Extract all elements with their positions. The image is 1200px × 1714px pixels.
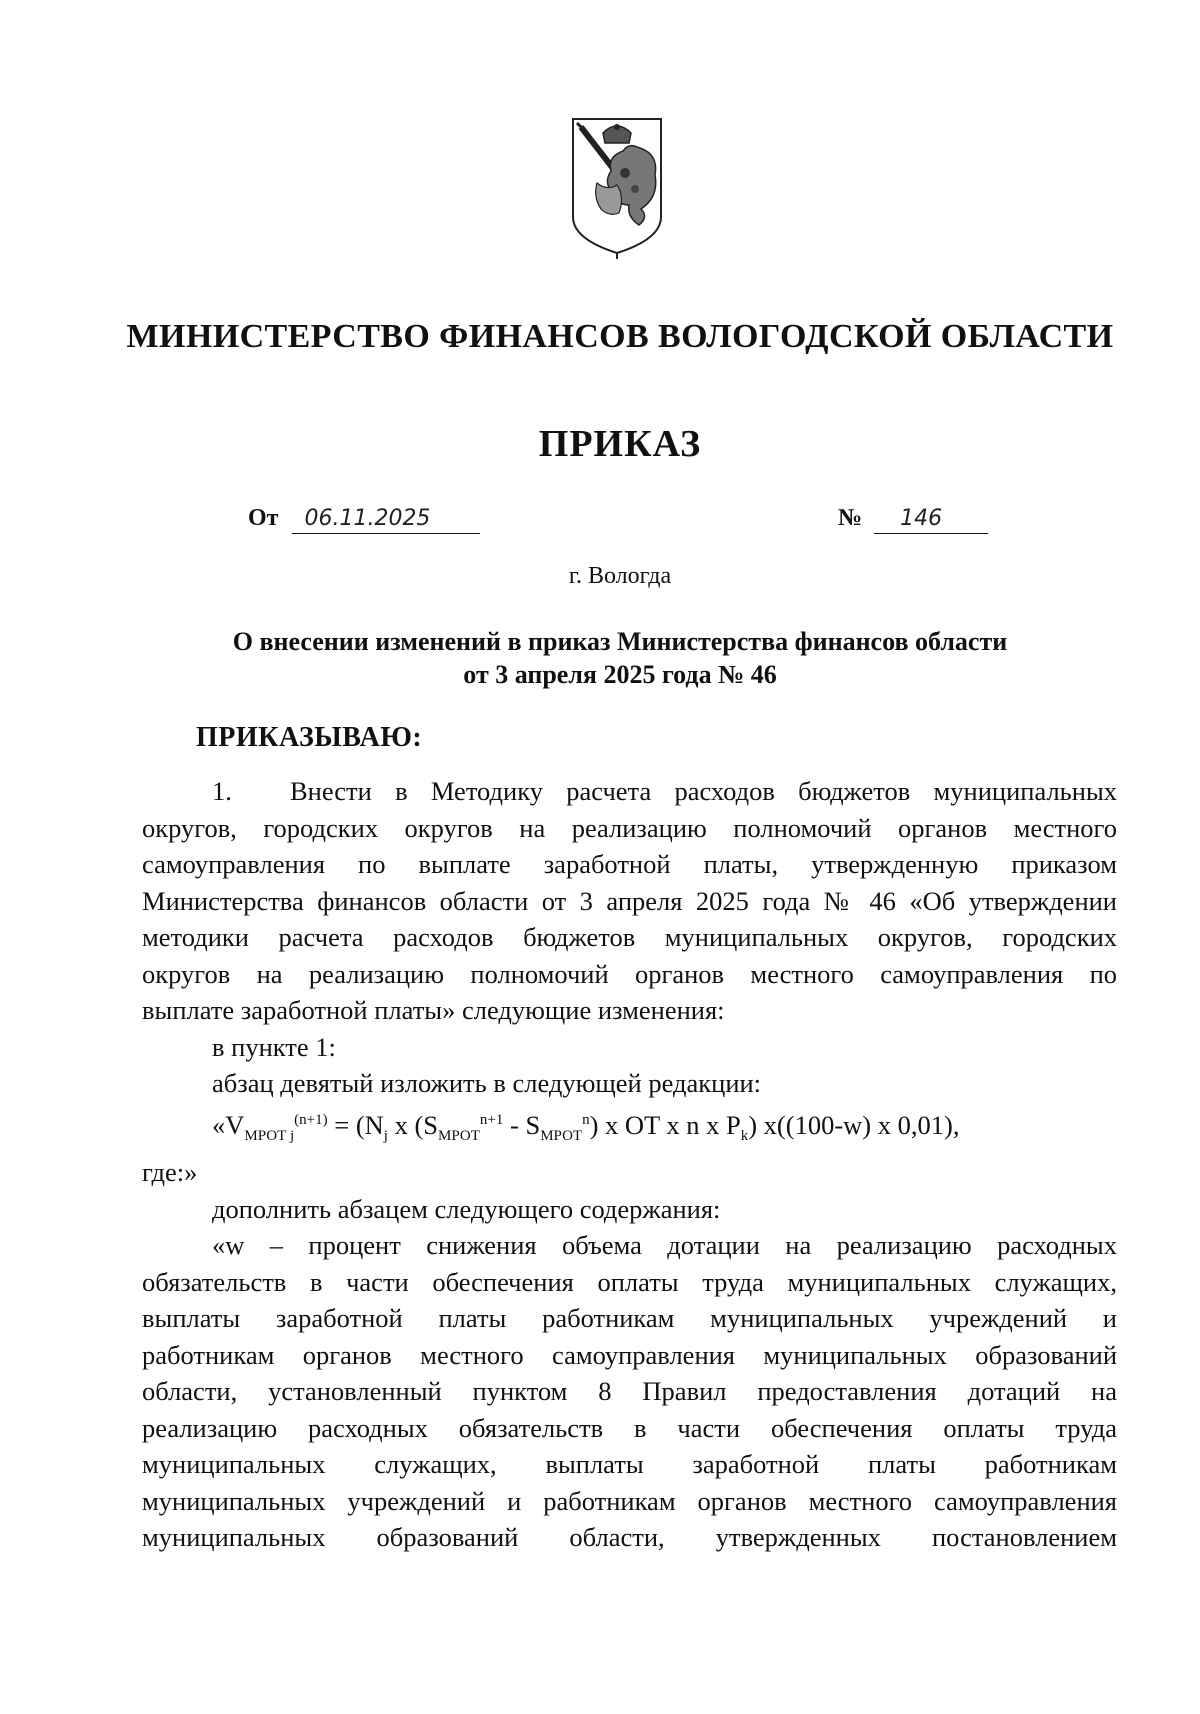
body-line: округов, городских округов на реализацию полномочий органов местного <box>142 812 1117 843</box>
item-number: 1. <box>212 776 232 806</box>
date-value-handwritten: 06.11.2025 <box>292 505 480 534</box>
body-line: реализацию расходных обязательств в части обеспечения оплаты труда <box>142 1412 1117 1443</box>
body-line: методики расчета расходов бюджетов муниципальных округов, городских <box>142 922 1117 952</box>
coat-of-arms-emblem <box>567 113 667 261</box>
body-line: муниципальных образований области, утвержденных постановлением <box>142 1522 1117 1553</box>
body-line: округов на реализацию полномочий органов местного самоуправления по <box>142 958 1117 989</box>
subject-heading <box>0 625 1200 691</box>
body-line: муниципальных учреждений и работникам органов местного самоуправления <box>142 1485 1117 1516</box>
order-word: ПРИКАЗЫВАЮ: <box>196 722 423 753</box>
body-line: выплаты заработной платы работникам муниципальных учреждений и <box>142 1303 1117 1334</box>
body-line: работникам органов местного самоуправления муниципальных образований <box>142 1339 1117 1370</box>
in-item-line: в пункте 1: <box>212 1031 336 1062</box>
number-label: № <box>838 505 863 531</box>
city-line: г. Вологда <box>568 563 672 589</box>
body-line: «w – процент снижения объема дотации на реализацию расходных <box>212 1230 1117 1261</box>
body-line: Министерства финансов области от 3 апреля 2025 года № 46 «Об утверждении <box>142 885 1117 916</box>
subject-line-2: от 3 апреля 2025 года № 46 <box>463 660 777 689</box>
where-line: где:» <box>142 1157 198 1188</box>
number-field <box>838 505 988 534</box>
formula: «$V_{МРОТ j}^{(n+1)} = (N_j$ x $(S_{МРОТ}^{n+1} - S_{МРОТ}^n)$ x OT x n x $P_k$) x((100-w) x 0,01), <box>212 1109 960 1144</box>
body-line: выплате заработной платы» следующие изменения: <box>142 995 725 1025</box>
body-line: 1. Внести в Методику расчета расходов бюджетов муниципальных <box>142 773 1117 810</box>
date-field <box>248 505 480 534</box>
document-body <box>142 773 1117 1556</box>
supplement-line: дополнить абзацем следующего содержания: <box>212 1193 721 1224</box>
number-value-handwritten: 146 <box>874 505 988 534</box>
document-type-title: ПРИКАЗ <box>538 423 702 465</box>
ministry-title: МИНИСТЕРСТВО ФИНАНСОВ ВОЛОГОДСКОЙ ОБЛАСТИ <box>126 318 1114 355</box>
body-line: муниципальных служащих, выплаты заработной платы работникам <box>142 1449 1117 1480</box>
body-line: самоуправления по выплате заработной платы, утвержденную приказом <box>142 849 1117 879</box>
date-label: От <box>248 505 279 531</box>
body-line: области, установленный пунктом 8 Правил предоставления дотаций на <box>142 1376 1117 1407</box>
paragraph-nine-line: абзац девятый изложить в следующей редакции: <box>212 1068 762 1098</box>
subject-line-1: О внесении изменений в приказ Министерства финансов области <box>232 627 1008 656</box>
body-line: обязательств в части обеспечения оплаты труда муниципальных служащих, <box>142 1266 1117 1297</box>
